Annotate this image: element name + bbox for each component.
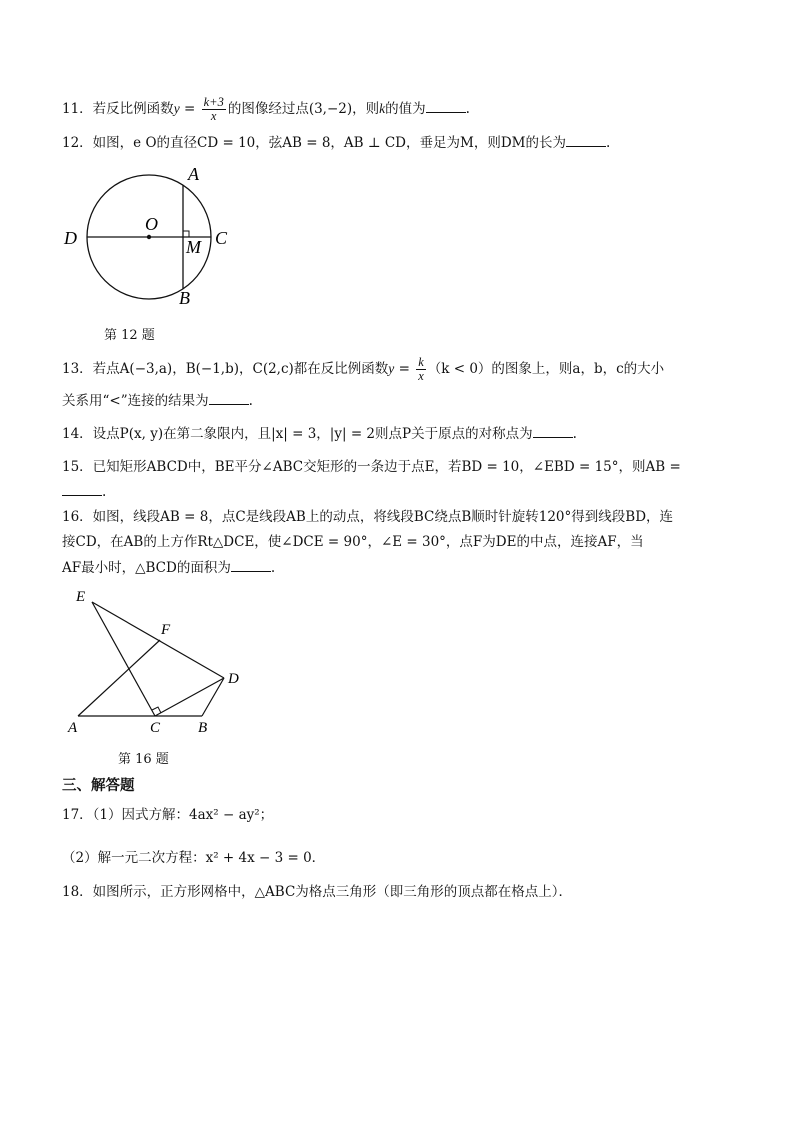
question-13-line2: 关系用“<”连接的结果为 . xyxy=(62,390,253,411)
label-f: F xyxy=(161,622,171,638)
section-title: 三、解答题 xyxy=(62,778,135,794)
figure-12-circle xyxy=(62,160,252,310)
caption-16: 第 16 题 xyxy=(118,752,169,767)
question-15-line1: 15．已知矩形ABCD中，BE平分∠ABC交矩形的一条边于点E，若BD = 10，∠EBD = 15°，则AB = xyxy=(62,459,681,475)
label-d: D xyxy=(64,228,77,248)
label-c: C xyxy=(215,228,228,248)
question-12: 12．如图，e O的直径CD = 10，弦AB = 8，AB ⊥ CD，垂足为M，则DM的长为 . xyxy=(62,132,610,153)
label-e: E xyxy=(76,589,86,605)
q11-label: 11．若反比例函数 xyxy=(62,101,174,117)
label-b: B xyxy=(198,720,208,736)
label-a: A xyxy=(68,720,78,736)
question-17-part1: 17．（1）因式方解：4ax² − ay²； xyxy=(62,807,274,823)
answer-blank[interactable] xyxy=(566,132,606,147)
answer-blank[interactable] xyxy=(426,98,466,113)
answer-blank[interactable] xyxy=(209,390,249,405)
label-m: M xyxy=(186,237,201,257)
segment-ed xyxy=(92,602,224,678)
question-14: 14．设点P(x, y)在第二象限内，且|x| = 3，|y| = 2则点P关于原点的对称点为 . xyxy=(62,423,577,444)
question-16-line3: AF最小时，△BCD的面积为 . xyxy=(62,557,275,578)
label-o: O xyxy=(145,214,158,234)
caption-12: 第 12 题 xyxy=(104,328,155,343)
q11-fraction: $\frac{k+3}{x}$ xyxy=(203,95,224,123)
question-18: 18．如图所示，正方形网格中，△ABC为格点三角形（即三角形的顶点都在格点上）． xyxy=(62,884,573,900)
question-16-line1: 16．如图，线段AB = 8，点C是线段AB上的动点，将线段BC绕点B顺时针旋转120°得到线段BD，连 xyxy=(62,509,674,525)
answer-blank[interactable] xyxy=(231,557,271,572)
question-15-line2: . xyxy=(62,481,106,502)
answer-blank[interactable] xyxy=(62,481,102,496)
answer-blank[interactable] xyxy=(533,423,573,438)
question-16-line2: 接CD，在AB的上方作Rt△DCE，使∠DCE = 90°，∠E = 30°，点F为DE的中点，连接AF，当 xyxy=(62,534,644,550)
segment-ec xyxy=(92,602,155,716)
center-point xyxy=(147,235,151,239)
label-a: A xyxy=(188,164,199,184)
question-11: 11．若反比例函数y = $\frac{k+3}{x}$ 的图像经过点(3,−2)，则k的值为 . xyxy=(62,95,470,123)
figure-16-triangle xyxy=(62,586,262,736)
q13-fraction: $\frac{k}{x}$ xyxy=(418,355,424,383)
question-13-line1: 13．若点A(−3,a)，B(−1,b)，C(2,c)都在反比例函数y = $\frac{k}{x}$ （k < 0）的图象上，则a，b，c的大小 xyxy=(62,355,665,383)
label-c: C xyxy=(150,720,161,736)
label-d: D xyxy=(228,671,239,687)
question-17-part2: （2）解一元二次方程：x² + 4x − 3 = 0． xyxy=(62,850,326,866)
label-b: B xyxy=(179,288,190,308)
